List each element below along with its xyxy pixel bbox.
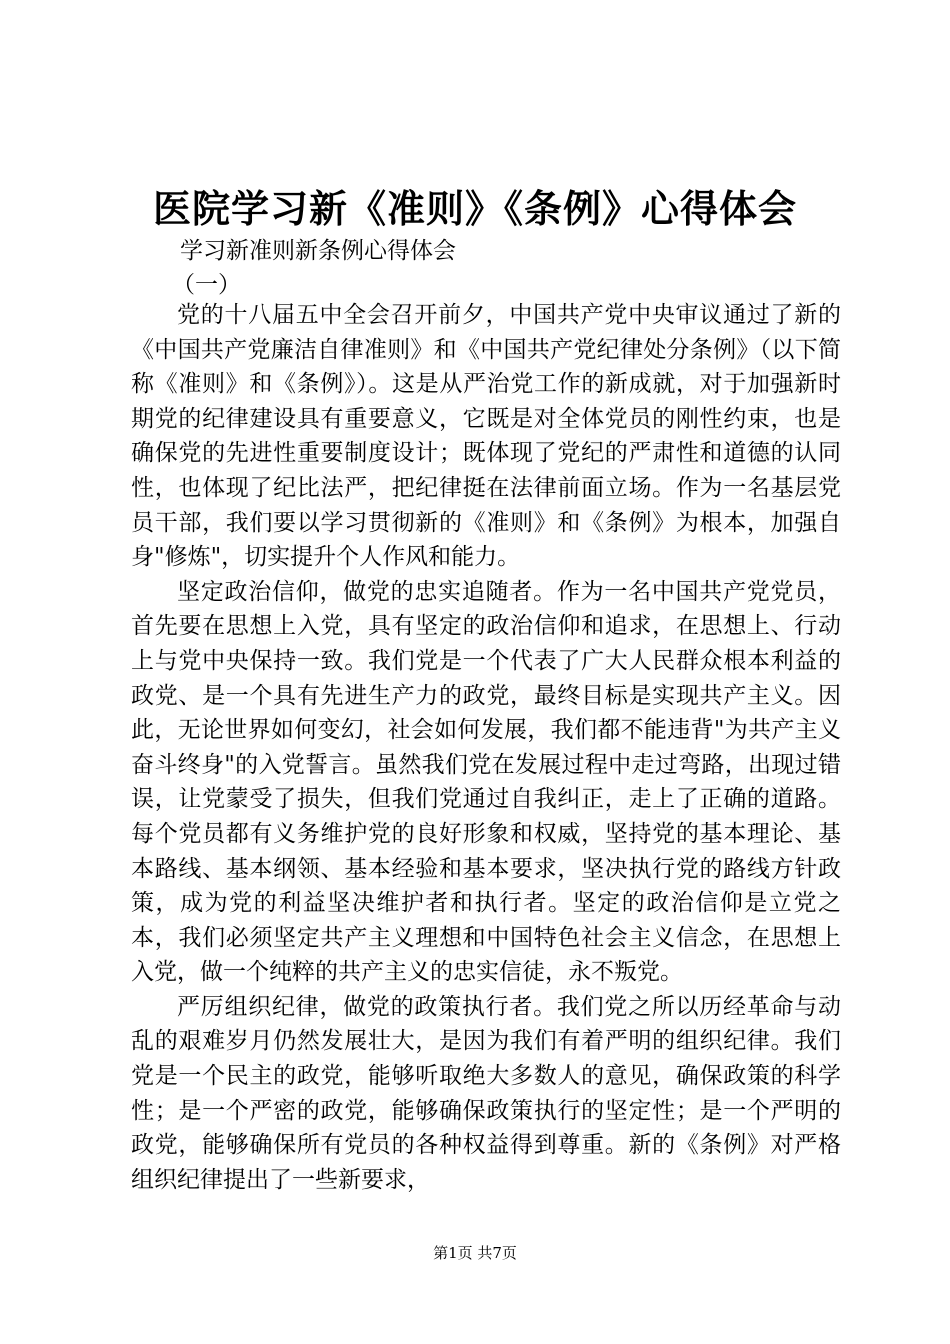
document-body bbox=[131, 298, 841, 1197]
paragraph-political-belief: 坚定政治信仰，做党的忠实追随者。作为一名中国共产党党员，首先要在思想上入党，具有坚定的政治信仰和追求，在思想上、行动上与党中央保持一致。我们党是一个代表了广大人民群众根本利益的政党、是一个具有先进生产力的政党，最终目标是实现共产主义。因此，无论世界如何变幻，社会如何发展，我们都不能违背"为共产主义奋斗终身"的入党誓言。虽然我们党在发展过程中走过弯路，出现过错误，让党蒙受了损失，但我们党通过自我纠正，走上了正确的道路。每个党员都有义务维护党的良好形象和权威，坚持党的基本理论、基本路线、基本纲领、基本经验和基本要求，坚决执行党的路线方针政策，成为党的利益坚决维护者和执行者。坚定的政治信仰是立党之本，我们必须坚定共产主义理想和中国特色社会主义信念，在思想上入党，做一个纯粹的共产主义的忠实信徒，永不叛党。 bbox=[131, 578, 841, 986]
paragraph-organizational-discipline: 严厉组织纪律，做党的政策执行者。我们党之所以历经革命与动乱的艰难岁月仍然发展壮大，是因为我们有着严明的组织纪律。我们党是一个民主的政党，能够听取绝大多数人的意见，确保政策的科学性；是一个严密的政党，能够确保政策执行的坚定性；是一个严明的政党，能够确保所有党员的各种权益得到尊重。新的《条例》对严格组织纪律提出了一些新要求， bbox=[131, 993, 841, 1193]
document-subtitle: 学习新准则新条例心得体会 bbox=[180, 238, 456, 264]
paragraph-intro: 党的十八届五中全会召开前夕，中国共产党中央审议通过了新的《中国共产党廉洁自律准则》和《中国共产党纪律处分条例》（以下简称《准则》和《条例》）。这是从严治党工作的新成就，对于加强新时期党的纪律建设具有重要意义，它既是对全体党员的刚性约束，也是确保党的先进性重要制度设计；既体现了党纪的严肃性和道德的认同性，也体现了纪比法严，把纪律挺在法律前面立场。作为一名基层党员干部，我们要以学习贯彻新的《准则》和《条例》为根本，加强自身"修炼"，切实提升个人作风和能力。 bbox=[131, 302, 841, 571]
section-number: （一） bbox=[172, 272, 241, 298]
document-title: 医院学习新《准则》《条例》心得体会 bbox=[152, 187, 797, 231]
page-footer: 第1页 共7页 bbox=[433, 1244, 517, 1262]
